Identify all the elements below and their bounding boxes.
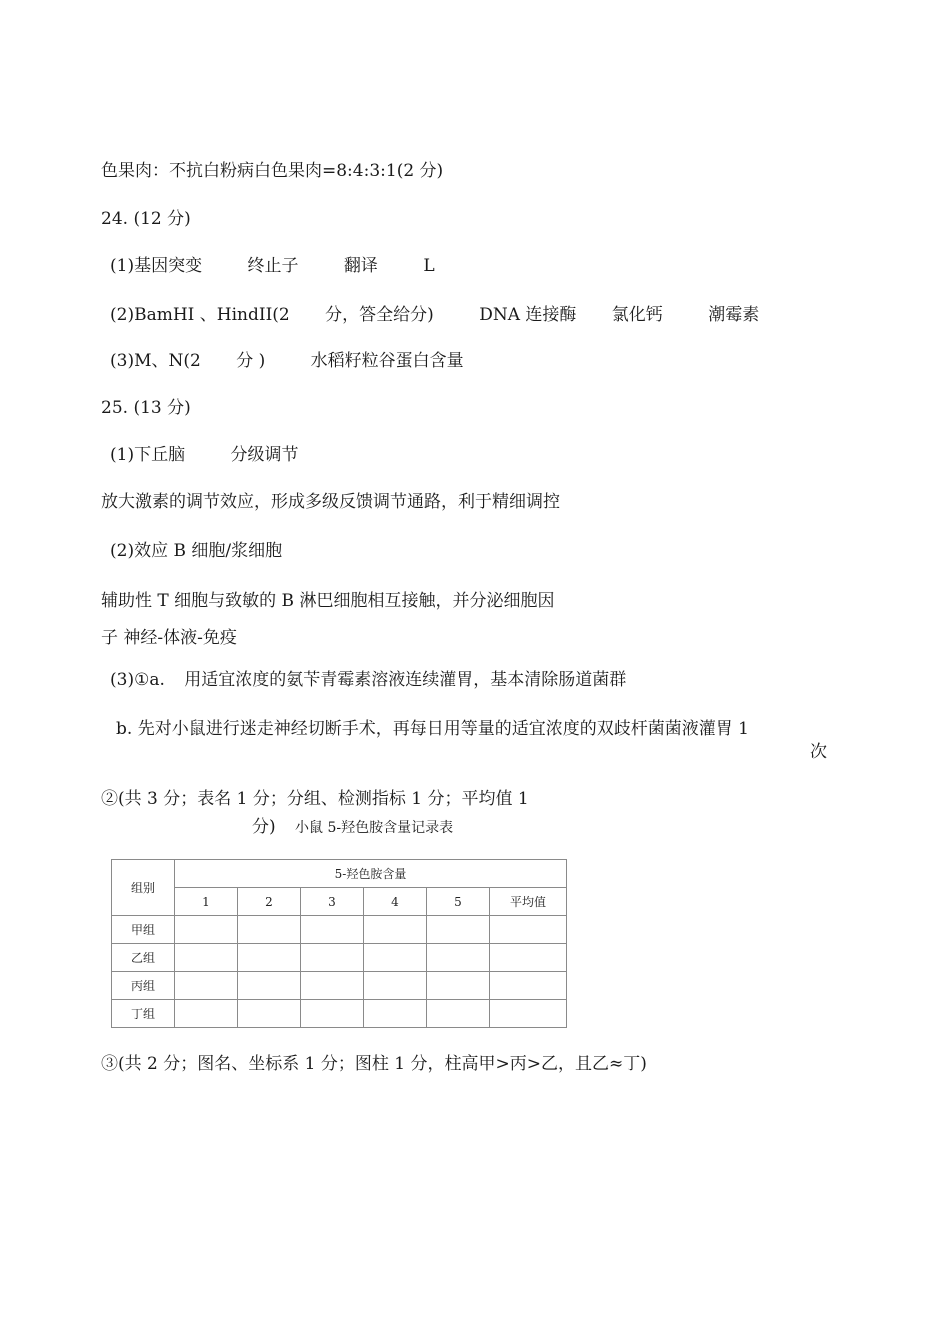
table-cell [175,916,238,944]
q25-part3-a [110,669,626,691]
q24-2-e: 潮霉素 [708,305,760,325]
table-cell [238,916,301,944]
q24-part3 [110,350,464,372]
table-row [112,972,567,1000]
table-cell [301,916,364,944]
table-row [112,916,567,944]
q25-3b-text: b. 先对小鼠进行迷走神经切断手术，再每日用等量的适宜浓度的双歧杆菌菌液灌胃 1 [116,719,749,739]
q25-1-a: (1)下丘脑 [110,445,186,465]
measure-header-cell: 5-羟色胺含量 [175,860,567,888]
table-cell [175,972,238,1000]
q25-3a-text: 用适宜浓度的氨苄青霉素溶液连续灌胃，基本清除肠道菌群 [184,670,627,690]
ratio-text: 色果肉：不抗白粉病白色果肉=8:4:3:1(2 分) [101,161,444,181]
q25-5-text: ③(共 2 分；图名、坐标系 1 分；图柱 1 分，柱高甲>丙>乙，且乙≈丁) [101,1054,647,1074]
table-cell [427,1000,490,1028]
column-header: 1 [175,888,238,916]
table-cell [427,916,490,944]
table-cell [490,944,567,972]
q24-1-d: L [423,256,435,276]
q24-3-a: (3)M、N(2 [110,351,201,371]
table-cell [490,916,567,944]
record-table [111,859,567,1028]
column-header: 3 [301,888,364,916]
q25-1-b: 分级调节 [230,445,299,465]
q25-4-text: ②(共 3 分；表名 1 分；分组、检测指标 1 分；平均值 1 [101,789,529,809]
q25-part3-b-continuation [810,741,827,763]
table-cell [238,944,301,972]
table-cell [364,1000,427,1028]
table-cell [175,1000,238,1028]
q25-2-text: (2)效应 B 细胞/浆细胞 [110,541,283,561]
group-header-cell: 组别 [112,860,175,916]
column-header: 4 [364,888,427,916]
column-header: 平均值 [490,888,567,916]
q24-1-c: 翻译 [343,256,378,276]
table-cell [427,944,490,972]
table-cell [427,972,490,1000]
q24-3-b: 分 ) [236,351,266,371]
column-header: 2 [238,888,301,916]
q24-part2 [110,304,759,326]
q25-part1 [110,444,299,466]
q25-part2-explanation [101,590,554,612]
table-cell [175,944,238,972]
q25-part2-continuation [101,627,237,649]
table-cell [490,1000,567,1028]
q24-3-c: 水稻籽粒谷蛋白含量 [310,351,464,371]
q24-2-a: (2)BamHI 、HindII(2 [110,305,290,325]
column-header: 5 [427,888,490,916]
q25-part1-explanation [101,491,560,513]
q25-part4 [101,788,529,810]
row-label: 丙组 [112,972,175,1000]
q25-2-explain-text: 辅助性 T 细胞与致敏的 B 淋巴细胞相互接触，并分泌细胞因 [101,591,555,611]
q25-title-text: 25. (13 分) [101,398,191,418]
q25-1-explain-text: 放大激素的调节效应，形成多级反馈调节通路，利于精细调控 [101,492,560,512]
q25-part2 [110,540,282,562]
table-cell [364,944,427,972]
q24-part1 [110,255,435,277]
table-cell [238,972,301,1000]
table-cell [301,944,364,972]
table-header-row [112,860,567,888]
q25-part5 [101,1053,647,1075]
q25-part4-continuation [252,816,453,839]
q25-2-cont-text: 子 神经-体液-免疫 [101,628,237,648]
q24-2-c: DNA 连接酶 [479,305,577,325]
q25-3a-label: (3)①a. [110,670,165,690]
row-label: 丁组 [112,1000,175,1028]
table-cell [301,1000,364,1028]
q24-1-b: 终止子 [247,256,299,276]
answer-line-ratio [101,160,443,182]
table-cell [490,972,567,1000]
table-row [112,1000,567,1028]
q25-3b-cont-text: 次 [810,742,827,762]
table-subheader-row [112,888,567,916]
q25-4-cont-text: 分) [252,817,276,837]
row-label: 乙组 [112,944,175,972]
q24-2-b: 分，答全给分) [325,305,434,325]
question-25-title [101,397,191,419]
table-cell [238,1000,301,1028]
q25-part3-b [116,718,749,740]
table-cell [364,916,427,944]
table-title: 小鼠 5-羟色胺含量记录表 [295,820,454,836]
q24-2-d: 氯化钙 [611,305,663,325]
question-24-title [101,208,191,230]
q24-title-text: 24. (12 分) [101,209,191,229]
row-label: 甲组 [112,916,175,944]
table-cell [364,972,427,1000]
q24-1-a: (1)基因突变 [110,256,203,276]
table-cell [301,972,364,1000]
table-row [112,944,567,972]
